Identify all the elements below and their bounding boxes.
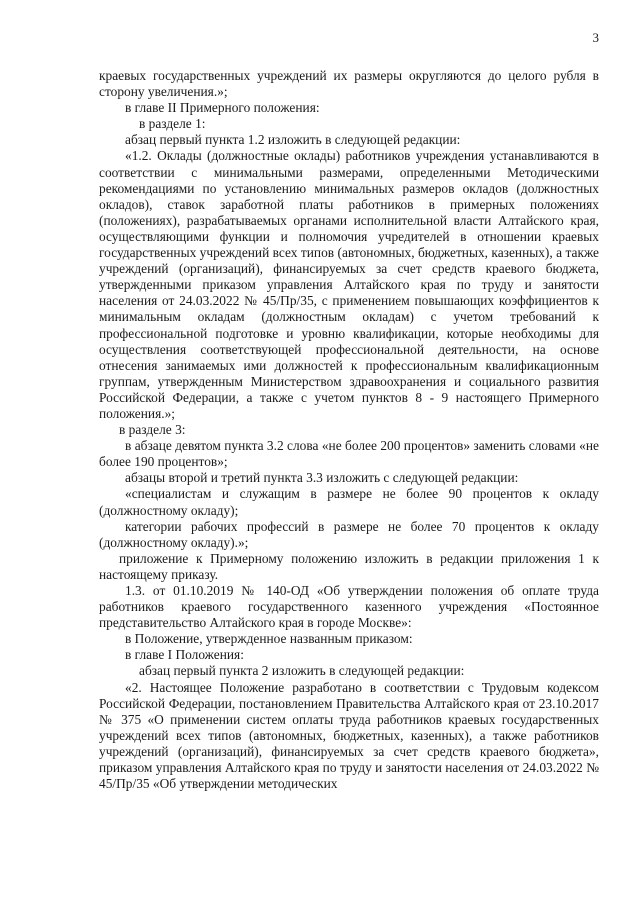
paragraph-9: «специалистам и служащим в размере не более 90 процентов к окладу (должностному окладу); bbox=[99, 486, 599, 518]
paragraph-4: абзац первый пункта 1.2 изложить в следующей редакции: bbox=[125, 132, 461, 148]
paragraph-2: в главе II Примерного положения: bbox=[125, 100, 320, 116]
paragraph-15: абзац первый пункта 2 изложить в следующей редакции: bbox=[139, 663, 465, 679]
paragraph-8: абзацы второй и третий пункта 3.3 изложить с следующей редакции: bbox=[125, 470, 519, 486]
paragraph-11: приложение к Примерному положению изложить в редакции приложения 1 к настоящему приказу. bbox=[99, 550, 599, 582]
paragraph-3: в разделе 1: bbox=[139, 116, 206, 132]
paragraph-16: «2. Настоящее Положение разработано в соответствии с Трудовым кодексом Российской Федерации, постановлением Правительства Алтайского края от 23.10.2017 № 375 «О применении систем оплаты труда работников краевых государственных учреждений всех типов (автономных, бюджетных, казенных), а также работников учреждений (организаций), финансируемых за счет средств краевого бюджета», приказом управления Алтайского края по труду и занятости населения от 24.03.2022 № 45/Пр/35 «Об утверждении методических bbox=[99, 679, 599, 792]
paragraph-1: краевых государственных учреждений их размеры округляются до целого рубля в сторону увеличения.»; bbox=[99, 68, 599, 100]
paragraph-10: категории рабочих профессий в размере не более 70 процентов к окладу (должностному окладу).»; bbox=[99, 518, 599, 550]
paragraph-14: в главе I Положения: bbox=[125, 647, 244, 663]
paragraph-13: в Положение, утвержденное названным приказом: bbox=[125, 631, 413, 647]
paragraph-12: 1.3. от 01.10.2019 № 140-ОД «Об утверждении положения об оплате труда работников краевого государственного казенного учреждения «Постоянное представительство Алтайского края в городе Москве»: bbox=[99, 583, 599, 631]
paragraph-7: в абзаце девятом пункта 3.2 слова «не более 200 процентов» заменить словами «не более 190 процентов»; bbox=[99, 438, 599, 470]
paragraph-6: в разделе 3: bbox=[119, 422, 186, 438]
page-number: 3 bbox=[592, 30, 599, 45]
document-body bbox=[99, 68, 599, 792]
paragraph-5: «1.2. Оклады (должностные оклады) работников учреждения устанавливаются в соответствии с минимальными размерами, определенными Методическими рекомендациями по установлению минимальных размеров окладов (должностных окладов), ставок заработной платы работников в примерных положениях (положениях), разрабатываемых органами исполнительной власти Алтайского края, осуществляющими функции и полномочия учредителей в отношении краевых государственных учреждений всех типов (автономных, бюджетных, казенных), а также учреждений (организаций), финансируемых за счет средств краевого бюджета, утвержденными приказом управления Алтайского края по труду и занятости населения от 24.03.2022 № 45/Пр/35, с применением повышающих коэффициентов к минимальным окладам (должностным окладам) с учетом требований к профессиональной подготовке и уровню квалификации, которые необходимы для осуществления соответствующей профессиональной деятельности, на основе отнесения занимаемых ими должностей к профессиональным квалификационным группам, утвержденным Министерством здравоохранения и социального развития Российской Федерации, а также с учетом пунктов 8 - 9 настоящего Примерного положения.»; bbox=[99, 148, 599, 421]
